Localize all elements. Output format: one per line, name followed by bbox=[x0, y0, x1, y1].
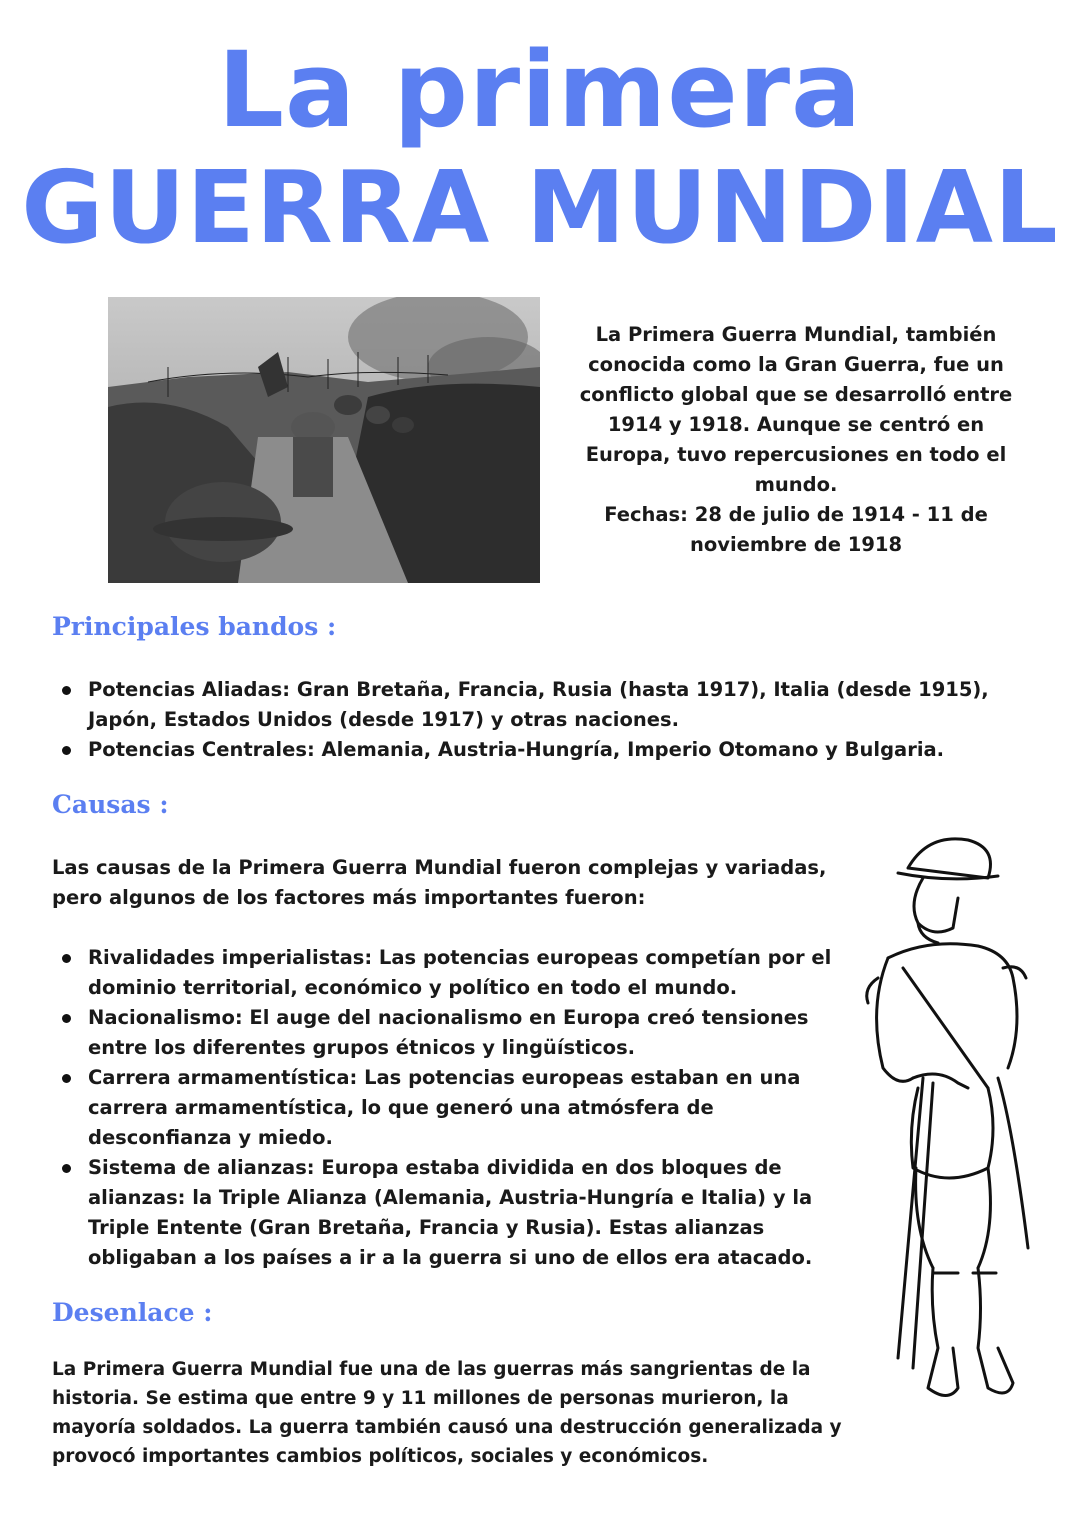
list-item: Nacionalismo: El auge del nacionalismo en Europa creó tensiones entre los diferentes grupos étnicos y lingüísticos. bbox=[52, 1003, 842, 1063]
trench-soldiers-photo bbox=[108, 297, 540, 583]
list-item: Potencias Aliadas: Gran Bretaña, Francia, Rusia (hasta 1917), Italia (desde 1915), Japón, Estados Unidos (desde 1917) y otras naciones. bbox=[52, 675, 1052, 735]
intro-paragraph: La Primera Guerra Mundial, también conocida como la Gran Guerra, fue un conflicto global que se desarrolló entre 1914 y 1918. Aunque se centró en Europa, tuvo repercusiones en todo el mundo. bbox=[579, 323, 1013, 496]
dates-text: Fechas: 28 de julio de 1914 - 11 de noviembre de 1918 bbox=[604, 503, 988, 556]
causas-list bbox=[52, 943, 842, 1273]
bandos-heading: Principales bandos : bbox=[52, 612, 337, 641]
causas-intro: Las causas de la Primera Guerra Mundial fueron complejas y variadas, pero algunos de los factores más importantes fueron: bbox=[52, 856, 827, 909]
bandos-list bbox=[52, 675, 1052, 765]
desenlace-heading: Desenlace : bbox=[52, 1298, 213, 1327]
soldier-line-drawing bbox=[838, 828, 1038, 1428]
list-item: Carrera armamentística: Las potencias europeas estaban en una carrera armamentística, lo que generó una atmósfera de desconfianza y miedo. bbox=[52, 1063, 842, 1153]
list-item: Sistema de alianzas: Europa estaba dividida en dos bloques de alianzas: la Triple Alianza (Alemania, Austria-Hungría e Italia) y la Triple Entente (Gran Bretaña, Francia y Rusia). Estas alianzas obligaban a los países a ir a la guerra si uno de ellos era atacado. bbox=[52, 1153, 842, 1273]
list-item: Rivalidades imperialistas: Las potencias europeas competían por el dominio territorial, económico y político en todo el mundo. bbox=[52, 943, 842, 1003]
list-item: Potencias Centrales: Alemania, Austria-Hungría, Imperio Otomano y Bulgaria. bbox=[52, 735, 1052, 765]
page-title-line2: GUERRA MUNDIAL bbox=[21, 149, 1059, 266]
desenlace-paragraph: La Primera Guerra Mundial fue una de las guerras más sangrientas de la historia. Se estima que entre 9 y 11 millones de personas murieron, la mayoría soldados. La guerra también causó una destrucción generalizada y provocó importantes cambios políticos, sociales y económicos. bbox=[52, 1359, 842, 1467]
page-title-line1: La primera bbox=[217, 29, 863, 151]
causas-heading: Causas : bbox=[52, 790, 169, 819]
